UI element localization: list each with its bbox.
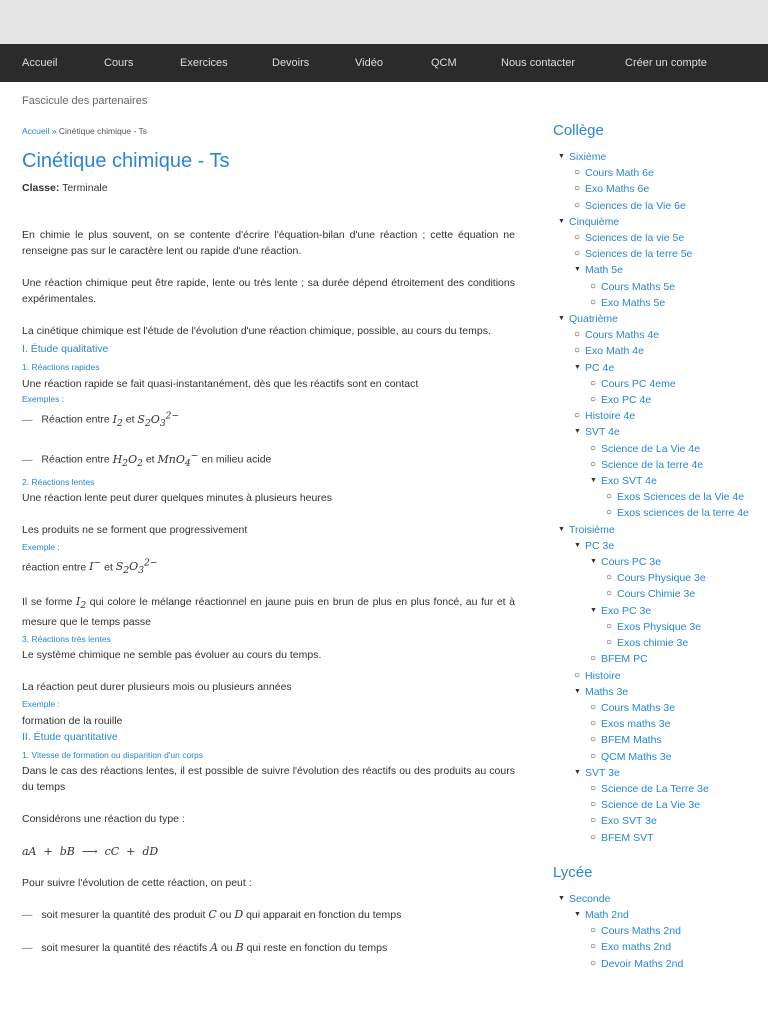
sidebar-tree-item[interactable] xyxy=(553,295,763,311)
chevron-down-icon: ▼ xyxy=(574,428,581,436)
sidebar-tree-label: Cours PC 3e xyxy=(601,556,662,569)
sidebar-tree-label: Exos maths 3e xyxy=(601,718,671,731)
article xyxy=(22,126,515,956)
example-text: en milieu acide xyxy=(201,453,272,466)
nav-qcm[interactable]: QCM xyxy=(431,57,457,69)
sidebar-tree-label: Devoir Maths 2nd xyxy=(601,957,684,970)
sidebar-tree-label: Histoire 4e xyxy=(585,410,636,423)
bullet-icon: ○ xyxy=(574,345,581,357)
chevron-down-icon: ▼ xyxy=(558,217,565,225)
sidebar-tree-label: Cours Math 6e xyxy=(585,167,654,180)
text: soit mesurer la quantité des réactifs xyxy=(41,941,208,954)
sidebar-tree-label: Science de La Vie 4e xyxy=(601,442,701,455)
sidebar-tree-label: Sciences de la vie 5e xyxy=(585,232,685,245)
sidebar-tree-label: Histoire xyxy=(585,669,621,682)
paragraph: formation de la rouille xyxy=(22,714,123,727)
sidebar-tree-item[interactable] xyxy=(553,781,763,797)
sidebar-tree-label: Math 2nd xyxy=(585,908,629,921)
chevron-down-icon: ▼ xyxy=(558,153,565,160)
breadcrumb-home[interactable]: Accueil xyxy=(22,126,50,136)
sidebar-tree-label: Math 5e xyxy=(585,264,623,277)
sidebar-tree-item[interactable] xyxy=(553,246,763,262)
sidebar-tree-item[interactable] xyxy=(553,522,763,538)
bullet-icon: ○ xyxy=(606,637,613,649)
nav-cours[interactable]: Cours xyxy=(104,57,134,69)
example-text: Réaction entre xyxy=(41,453,110,466)
nav-accueil[interactable]: Accueil xyxy=(22,57,58,69)
sidebar-tree-label: Exos sciences de la terre 4e xyxy=(617,507,749,520)
sidebar-tree-item[interactable] xyxy=(553,830,763,846)
sidebar-tree-label: Exo Maths 5e xyxy=(601,296,666,309)
subsection-heading: 1. Réactions rapides xyxy=(22,362,100,372)
sidebar-tree-label: PC 3e xyxy=(585,539,615,552)
sidebar-tree-label: SVT 3e xyxy=(585,766,620,779)
bullet-icon: ○ xyxy=(590,280,597,292)
sidebar-tree-label: Exo PC 3e xyxy=(601,604,652,617)
nav-video[interactable]: Vidéo xyxy=(355,57,383,69)
sidebar-tree-label: Sciences de la Vie 6e xyxy=(585,199,686,212)
paragraph: Une réaction lente peut durer quelques minutes à plusieurs heures xyxy=(22,491,332,504)
sidebar-tree-item[interactable] xyxy=(553,457,763,473)
sidebar-tree-label: Science de La Vie 3e xyxy=(601,799,701,812)
sidebar-tree-label: Sixième xyxy=(569,151,607,163)
paragraph: Une réaction rapide se fait quasi-instantanément, dès que les réactifs sont en contact xyxy=(22,378,419,390)
bullet-icon: ○ xyxy=(590,941,597,953)
chevron-down-icon: ▼ xyxy=(574,768,581,776)
bullet-icon: ○ xyxy=(606,620,613,632)
sidebar-tree-label: Exo PC 4e xyxy=(601,394,652,407)
main-nav xyxy=(0,44,768,82)
sidebar xyxy=(553,120,763,972)
bullet-icon: ○ xyxy=(590,296,597,308)
bullet-icon: ○ xyxy=(574,232,581,244)
paragraph: En chimie le plus souvent, on se contente d'écrire l'équation-bilan d'une réaction ; cette équation ne renseigne pas sur le caractère lent ou rapide d'une réaction. xyxy=(22,229,515,257)
bullet-icon: ○ xyxy=(590,815,597,827)
breadcrumb-sep: » xyxy=(49,126,59,136)
sidebar-tree-item[interactable] xyxy=(553,668,763,684)
bullet-icon: ○ xyxy=(574,410,581,422)
sidebar-tree-item[interactable] xyxy=(553,441,763,457)
sidebar-tree-label: Troisième xyxy=(569,523,615,536)
sidebar-tree-item[interactable] xyxy=(553,619,763,635)
bullet-line: — soit mesurer la quantité des produit C ou D qui apparait en fonction du temps xyxy=(22,907,402,921)
sidebar-tree-label: QCM Maths 3e xyxy=(601,750,672,763)
bullet-icon: ○ xyxy=(590,957,597,969)
class-info xyxy=(22,182,515,194)
sidebar-tree-item[interactable] xyxy=(553,505,763,521)
nav-signup[interactable]: Créer un compte xyxy=(625,57,707,69)
sidebar-tree-label: BFEM Maths xyxy=(601,734,662,747)
chevron-down-icon: ▼ xyxy=(574,363,581,371)
bullet-icon: ○ xyxy=(574,669,581,681)
sidebar-tree-item[interactable] xyxy=(553,149,763,165)
sidebar-tree-item[interactable] xyxy=(553,165,763,181)
paragraph: La réaction peut durer plusieurs mois ou plusieurs années xyxy=(22,680,292,693)
top-banner xyxy=(0,0,768,44)
bullet-icon: ○ xyxy=(590,925,597,937)
bullet-icon: ○ xyxy=(574,329,581,341)
sidebar-tree-label: Cours Maths 5e xyxy=(601,280,676,293)
sidebar-tree-label: Quatrième xyxy=(569,313,619,326)
sidebar-tree-label: Cours Chimie 3e xyxy=(617,588,696,601)
chevron-down-icon: ▼ xyxy=(558,894,565,902)
sidebar-tree-item[interactable] xyxy=(553,700,763,716)
example-line: — Réaction entre $H_2O_2$ et MnO$_4$− en milieu acide xyxy=(22,449,272,469)
bullet-icon: ○ xyxy=(590,653,597,665)
sidebar-title-college: Collège xyxy=(553,122,604,139)
sidebar-tree-item[interactable] xyxy=(553,797,763,813)
breadcrumb-current: Cinétique chimique - Ts xyxy=(58,126,148,136)
sidebar-tree-label: Exo Math 4e xyxy=(585,345,644,358)
bullet-icon: ○ xyxy=(590,831,597,843)
sidebar-tree-label: Exo SVT 4e xyxy=(601,475,657,488)
bullet-icon: ○ xyxy=(590,394,597,406)
sidebar-tree-item[interactable] xyxy=(553,262,763,278)
text: Il se forme xyxy=(22,595,73,608)
paragraph: Pour suivre l'évolution de cette réaction, on peut : xyxy=(22,876,252,889)
sidebar-tree-item[interactable] xyxy=(553,489,763,505)
sidebar-tree-item[interactable] xyxy=(553,891,763,907)
bullet-icon: ○ xyxy=(590,458,597,470)
chevron-down-icon: ▼ xyxy=(574,910,581,918)
bullet-icon: ○ xyxy=(606,491,613,503)
bullet-icon: ○ xyxy=(574,167,581,179)
bullet-icon: ○ xyxy=(606,507,613,519)
bullet-icon: ○ xyxy=(590,734,597,746)
example-text: Réaction entre xyxy=(41,413,110,426)
sidebar-tree-label: PC 4e xyxy=(585,361,615,374)
sidebar-tree-item[interactable] xyxy=(553,939,763,955)
chevron-down-icon: ▼ xyxy=(590,606,597,614)
bullet-icon: ○ xyxy=(574,248,581,260)
paragraph: Il se forme $I_2$ qui colore le mélange réactionnel en jaune puis en brun de plus en plus foncé, au fur et à mesure que le temps passe xyxy=(22,594,516,628)
example-label: Exemple : xyxy=(22,541,60,552)
sidebar-tree-label: Seconde xyxy=(569,892,611,905)
text: ou xyxy=(220,941,233,954)
sidebar-tree-label: Exos chimie 3e xyxy=(617,637,689,650)
lycee-tree xyxy=(553,891,763,972)
sidebar-tree-item[interactable] xyxy=(553,635,763,651)
paragraph: Considérons une réaction du type : xyxy=(22,812,185,825)
sidebar-tree-item[interactable] xyxy=(553,538,763,554)
section-heading: II. Étude quantitative xyxy=(22,730,118,743)
sidebar-tree-item[interactable] xyxy=(553,732,763,748)
bullet-icon: ○ xyxy=(590,782,597,794)
bullet-icon: ○ xyxy=(590,750,597,762)
sidebar-tree-item[interactable] xyxy=(553,716,763,732)
bullet-icon: ○ xyxy=(590,377,597,389)
sidebar-tree-label: Cours PC 4eme xyxy=(601,377,676,390)
chevron-down-icon: ▼ xyxy=(574,266,581,274)
text: ou xyxy=(219,908,232,921)
bullet-icon: ○ xyxy=(590,442,597,454)
sidebar-tree-label: Exo Maths 6e xyxy=(585,183,650,196)
subsection-heading: 3. Réactions très lentes xyxy=(22,633,111,644)
sidebar-tree-item[interactable] xyxy=(553,956,763,972)
chevron-down-icon: ▼ xyxy=(590,558,597,566)
paragraph: Dans le cas des réactions lentes, il est possible de suivre l'évolution des réactifs ou des produits au cours du temps xyxy=(22,764,515,793)
page-title: Cinétique chimique - Ts xyxy=(22,150,230,172)
sidebar-tree-item[interactable] xyxy=(553,603,763,619)
sidebar-tree-item[interactable] xyxy=(553,279,763,295)
sidebar-tree-item[interactable] xyxy=(553,343,763,359)
example-text: réaction entre xyxy=(22,561,87,574)
sidebar-tree-item[interactable] xyxy=(553,923,763,939)
sidebar-tree-item[interactable] xyxy=(553,198,763,214)
paragraph: Les produits ne se forment que progressivement xyxy=(22,523,248,536)
chevron-down-icon: ▼ xyxy=(590,477,597,485)
sidebar-tree-item[interactable] xyxy=(553,570,763,586)
section-heading: I. Étude qualitative xyxy=(22,343,109,355)
bullet-icon: ○ xyxy=(590,799,597,811)
bullet-icon: ○ xyxy=(606,572,613,584)
subsection-heading: 2. Réactions lentes xyxy=(22,476,95,487)
text: qui apparait en fonction du temps xyxy=(246,908,402,921)
sidebar-tree-label: Sciences de la terre 5e xyxy=(585,248,693,261)
chevron-down-icon: ▼ xyxy=(574,687,581,695)
breadcrumb xyxy=(22,126,515,136)
class-value: Terminale xyxy=(59,182,108,194)
paragraph: Le système chimique ne semble pas évoluer au cours du temps. xyxy=(22,648,322,661)
text: soit mesurer la quantité des produit xyxy=(41,908,206,921)
bullet-icon: ○ xyxy=(590,701,597,713)
sidebar-tree-item[interactable] xyxy=(553,554,763,570)
chevron-down-icon: ▼ xyxy=(558,525,565,533)
sidebar-tree-label: Cours Physique 3e xyxy=(617,572,706,585)
sidebar-tree-label: Cours Maths 3e xyxy=(601,701,676,714)
sidebar-tree-item[interactable] xyxy=(553,392,763,408)
subsection-heading: 1. Vitesse de formation ou disparition d'un corps xyxy=(22,749,204,760)
sidebar-tree-item[interactable] xyxy=(553,749,763,765)
paragraph: La cinétique chimique est l'étude de l'évolution d'une réaction chimique, possible, au cours du temps. xyxy=(22,325,491,337)
bullet-icon: ○ xyxy=(574,183,581,195)
sidebar-tree-item[interactable] xyxy=(553,376,763,392)
sidebar-tree-item[interactable] xyxy=(553,907,763,923)
sidebar-tree-item[interactable] xyxy=(553,408,763,424)
text: qui colore le mélange réactionnel en jaune puis en brun de plus en plus foncé, au fur et à mesure que le temps passe xyxy=(22,595,516,628)
example-label: Exemple : xyxy=(22,698,60,709)
sidebar-tree-item[interactable] xyxy=(553,230,763,246)
nav-contact[interactable]: Nous contacter xyxy=(501,57,575,69)
sidebar-tree-item[interactable] xyxy=(553,651,763,667)
example-label: Exemples : xyxy=(22,394,65,404)
sidebar-tree-item[interactable] xyxy=(553,181,763,197)
sidebar-title-lycee: Lycée xyxy=(553,863,593,881)
sidebar-tree-item[interactable] xyxy=(553,473,763,489)
example-line: — Réaction entre $I_2$ et $S_2O_3^{2-}$ xyxy=(22,410,180,429)
sidebar-tree-item[interactable] xyxy=(553,684,763,700)
sidebar-tree-label: Cours Maths 2nd xyxy=(601,925,681,938)
sidebar-tree-item[interactable] xyxy=(553,327,763,343)
college-tree xyxy=(553,149,763,846)
text: qui reste en fonction du temps xyxy=(246,941,388,954)
class-label: Classe: xyxy=(22,182,60,194)
sidebar-tree-item[interactable] xyxy=(553,586,763,602)
sidebar-tree-label: Exo SVT 3e xyxy=(601,815,657,828)
sidebar-tree-label: Exos Sciences de la Vie 4e xyxy=(617,491,745,504)
sidebar-tree-label: Science de la terre 4e xyxy=(601,458,704,471)
sidebar-tree-item[interactable] xyxy=(553,813,763,829)
sidebar-tree-item[interactable] xyxy=(553,424,763,440)
bullet-icon: ○ xyxy=(590,718,597,730)
sidebar-tree-label: Cours Maths 4e xyxy=(585,329,660,342)
sidebar-tree-label: BFEM SVT xyxy=(601,831,654,844)
bullet-icon: ○ xyxy=(574,199,581,211)
sidebar-tree-item[interactable] xyxy=(553,765,763,781)
equation: aA + bB ⟶ cC + dD xyxy=(22,844,159,858)
sidebar-tree-label: Cinquième xyxy=(569,215,620,228)
sidebar-tree-label: Exos Physique 3e xyxy=(617,620,702,633)
sidebar-tree-label: Exo maths 2nd xyxy=(601,941,672,954)
chevron-down-icon: ▼ xyxy=(558,315,565,323)
sidebar-tree-label: SVT 4e xyxy=(585,426,620,439)
chevron-down-icon: ▼ xyxy=(574,541,581,549)
nav-exercices[interactable]: Exercices xyxy=(180,57,228,69)
sidebar-tree-label: Science de La Terre 3e xyxy=(601,782,709,795)
sidebar-tree-label: BFEM PC xyxy=(601,653,648,666)
partners-link[interactable]: Fascicule des partenaires xyxy=(22,95,148,107)
sidebar-tree-item[interactable] xyxy=(553,214,763,230)
example-line: réaction entre I− et $S_2O_3^{2-}$ xyxy=(22,557,158,577)
sidebar-tree-item[interactable] xyxy=(553,311,763,327)
sidebar-tree-item[interactable] xyxy=(553,360,763,376)
paragraph: Une réaction chimique peut être rapide, lente ou très lente ; sa durée dépend étroitement des conditions expérimentales. xyxy=(22,277,515,305)
bullet-line: — soit mesurer la quantité des réactifs A ou B qui reste en fonction du temps xyxy=(22,940,388,954)
nav-devoirs[interactable]: Devoirs xyxy=(272,57,310,69)
sidebar-tree-label: Maths 3e xyxy=(585,685,629,698)
bullet-icon: ○ xyxy=(606,588,613,600)
